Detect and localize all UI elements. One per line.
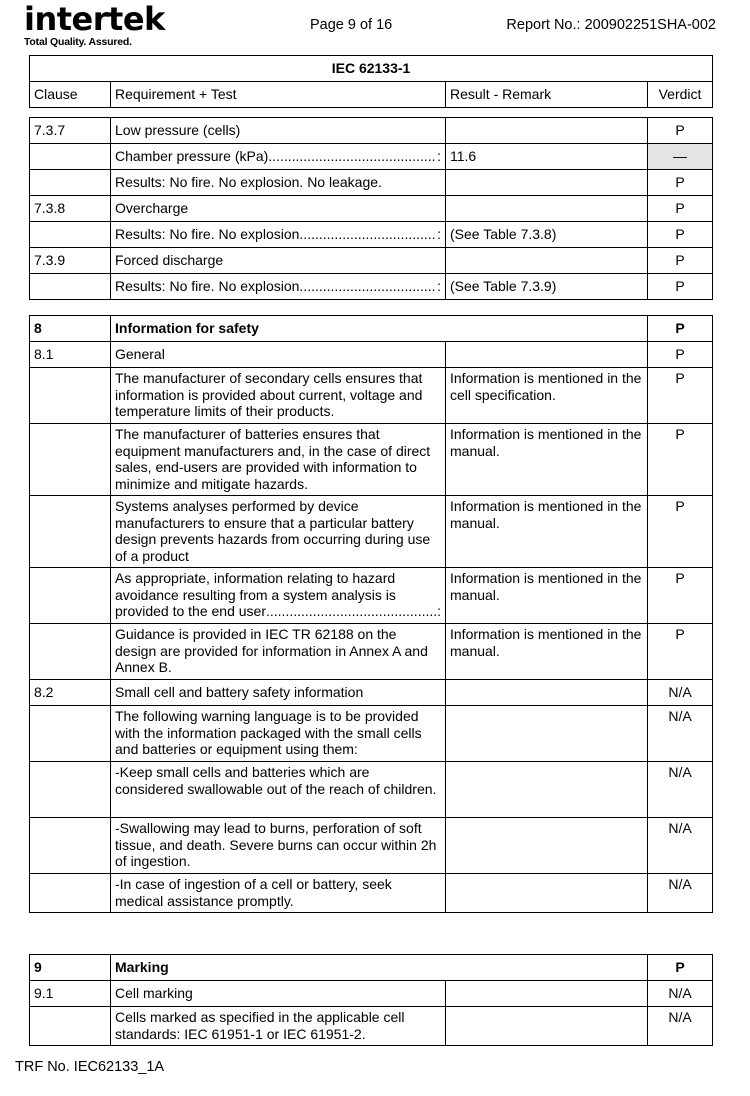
clause-cell [30, 222, 111, 248]
table-row [30, 424, 713, 496]
requirement-cell: Forced discharge [111, 248, 446, 274]
verdict-cell: P [648, 170, 713, 196]
verdict-cell: P [648, 955, 713, 981]
clause-cell [30, 818, 111, 874]
intertek-logo [24, 2, 184, 48]
column-header-verdict: Verdict [648, 82, 713, 108]
remark-cell [446, 706, 648, 762]
requirement-text: Chamber pressure (kPa) [115, 148, 269, 165]
clause-cell [30, 624, 111, 680]
remark-cell: Information is mentioned in the manual. [446, 624, 648, 680]
remark-cell [446, 170, 648, 196]
clause-cell: 8.2 [30, 680, 111, 706]
table-row [30, 496, 713, 568]
section-8-table [29, 315, 713, 913]
table-row [30, 874, 713, 913]
verdict-cell: P [648, 196, 713, 222]
trf-number: TRF No. IEC62133_1A [15, 1059, 165, 1075]
section-title: Marking [111, 955, 648, 981]
table-row [30, 762, 713, 818]
remark-cell: 11.6 [446, 144, 648, 170]
clause-cell [30, 568, 111, 624]
remark-cell: (See Table 7.3.8) [446, 222, 648, 248]
clause-cell [30, 424, 111, 496]
requirement-cell: Guidance is provided in IEC TR 62188 on the design are provided for information in Annex A and Annex B. [111, 624, 446, 680]
table-row [30, 342, 713, 368]
table-row [30, 568, 713, 624]
table-row [30, 818, 713, 874]
requirement-cell: Results: No fire. No explosion ..... : [111, 274, 446, 300]
clause-cell [30, 144, 111, 170]
clause-cell [30, 170, 111, 196]
standard-title: IEC 62133-1 [30, 56, 713, 82]
section-heading-row [30, 316, 713, 342]
requirement-cell: Cell marking [111, 981, 446, 1007]
requirement-cell: Results: No fire. No explosion. No leakage. [111, 170, 446, 196]
clause-cell [30, 762, 111, 818]
verdict-cell: N/A [648, 706, 713, 762]
verdict-cell: P [648, 342, 713, 368]
requirement-text: As appropriate, information relating to hazard avoidance resulting from a system analysis is [115, 570, 396, 603]
section-7-table [29, 117, 713, 300]
requirement-cell: Chamber pressure (kPa) ..... : [111, 144, 446, 170]
clause-cell: 7.3.8 [30, 196, 111, 222]
remark-cell [446, 680, 648, 706]
table-row [30, 624, 713, 680]
logo-tagline: Total Quality. Assured. [24, 36, 132, 48]
table-row [30, 170, 713, 196]
requirement-cell: Results: No fire. No explosion ..... : [111, 222, 446, 248]
verdict-cell: N/A [648, 680, 713, 706]
requirement-cell: Low pressure (cells) [111, 118, 446, 144]
table-row [30, 274, 713, 300]
requirement-cell: -In case of ingestion of a cell or battery, seek medical assistance promptly. [111, 874, 446, 913]
table-row [30, 368, 713, 424]
requirement-cell: -Keep small cells and batteries which are considered swallowable out of the reach of children. [111, 762, 446, 818]
report-number: Report No.: 200902251SHA-002 [506, 17, 716, 33]
section-title: Information for safety [111, 316, 648, 342]
requirement-cell: Overcharge [111, 196, 446, 222]
verdict-cell: — [648, 144, 713, 170]
remark-cell [446, 874, 648, 913]
clause-cell [30, 706, 111, 762]
requirement-text: Results: No fire. No explosion [115, 278, 300, 295]
verdict-cell: N/A [648, 1007, 713, 1046]
remark-cell [446, 196, 648, 222]
requirement-cell: The manufacturer of batteries ensures that equipment manufacturers and, in the case of direct sales, end-users are provided with information to minimize and mitigate hazards. [111, 424, 446, 496]
column-header-remark: Result - Remark [446, 82, 648, 108]
clause-cell: 7.3.7 [30, 118, 111, 144]
verdict-cell: P [648, 568, 713, 624]
remark-cell: Information is mentioned in the manual. [446, 424, 648, 496]
verdict-cell: P [648, 316, 713, 342]
remark-cell [446, 1007, 648, 1046]
remark-cell [446, 118, 648, 144]
verdict-cell: P [648, 118, 713, 144]
table-row [30, 118, 713, 144]
verdict-cell: N/A [648, 818, 713, 874]
requirement-cell: -Swallowing may lead to burns, perforation of soft tissue, and death. Severe burns can occur within 2h of ingestion. [111, 818, 446, 874]
table-row [30, 706, 713, 762]
table-row [30, 222, 713, 248]
requirement-cell: General [111, 342, 446, 368]
clause-cell: 8 [30, 316, 111, 342]
remark-cell [446, 762, 648, 818]
requirement-cell: Systems analyses performed by device manufacturers to ensure that a particular battery design prevents hazards from occurring during use of a product [111, 496, 446, 568]
table-row [30, 1007, 713, 1046]
clause-cell [30, 1007, 111, 1046]
table-row [30, 248, 713, 274]
verdict-cell: P [648, 368, 713, 424]
section-9-table [29, 954, 713, 1046]
clause-cell [30, 874, 111, 913]
clause-cell [30, 368, 111, 424]
table-row [30, 981, 713, 1007]
verdict-cell: N/A [648, 981, 713, 1007]
verdict-cell: P [648, 248, 713, 274]
page-number: Page 9 of 16 [310, 17, 393, 33]
requirement-cell: Small cell and battery safety information [111, 680, 446, 706]
clause-cell: 8.1 [30, 342, 111, 368]
logo-wordmark: intertek [24, 0, 165, 38]
verdict-cell: P [648, 424, 713, 496]
remark-cell [446, 981, 648, 1007]
remark-cell [446, 818, 648, 874]
clause-cell [30, 496, 111, 568]
column-header-clause: Clause [30, 82, 111, 108]
requirement-cell: Cells marked as specified in the applicable cell standards: IEC 61951-1 or IEC 61951-2. [111, 1007, 446, 1046]
verdict-cell: P [648, 624, 713, 680]
column-header-requirement: Requirement + Test [111, 82, 446, 108]
remark-cell: Information is mentioned in the cell specification. [446, 368, 648, 424]
remark-cell: Information is mentioned in the manual. [446, 568, 648, 624]
table-row [30, 196, 713, 222]
remark-cell: (See Table 7.3.9) [446, 274, 648, 300]
table-row [30, 144, 713, 170]
verdict-cell: P [648, 496, 713, 568]
requirement-text: Results: No fire. No explosion [115, 226, 300, 243]
requirement-text: provided to the end user [115, 603, 266, 619]
clause-cell: 9 [30, 955, 111, 981]
verdict-cell: P [648, 274, 713, 300]
remark-cell [446, 342, 648, 368]
table-row [30, 680, 713, 706]
standard-header-table [29, 55, 713, 108]
verdict-cell: P [648, 222, 713, 248]
remark-cell: Information is mentioned in the manual. [446, 496, 648, 568]
clause-cell: 7.3.9 [30, 248, 111, 274]
clause-cell [30, 274, 111, 300]
verdict-cell: N/A [648, 874, 713, 913]
requirement-cell: The manufacturer of secondary cells ensures that information is provided about current, voltage and temperature limits of their products. [111, 368, 446, 424]
verdict-cell: N/A [648, 762, 713, 818]
section-heading-row [30, 955, 713, 981]
clause-cell: 9.1 [30, 981, 111, 1007]
requirement-cell: As appropriate, information relating to hazard avoidance resulting from a system analysis is provided to the end user ..... : [111, 568, 446, 624]
remark-cell [446, 248, 648, 274]
requirement-cell: The following warning language is to be provided with the information packaged with the small cells and batteries or equipment using them: [111, 706, 446, 762]
